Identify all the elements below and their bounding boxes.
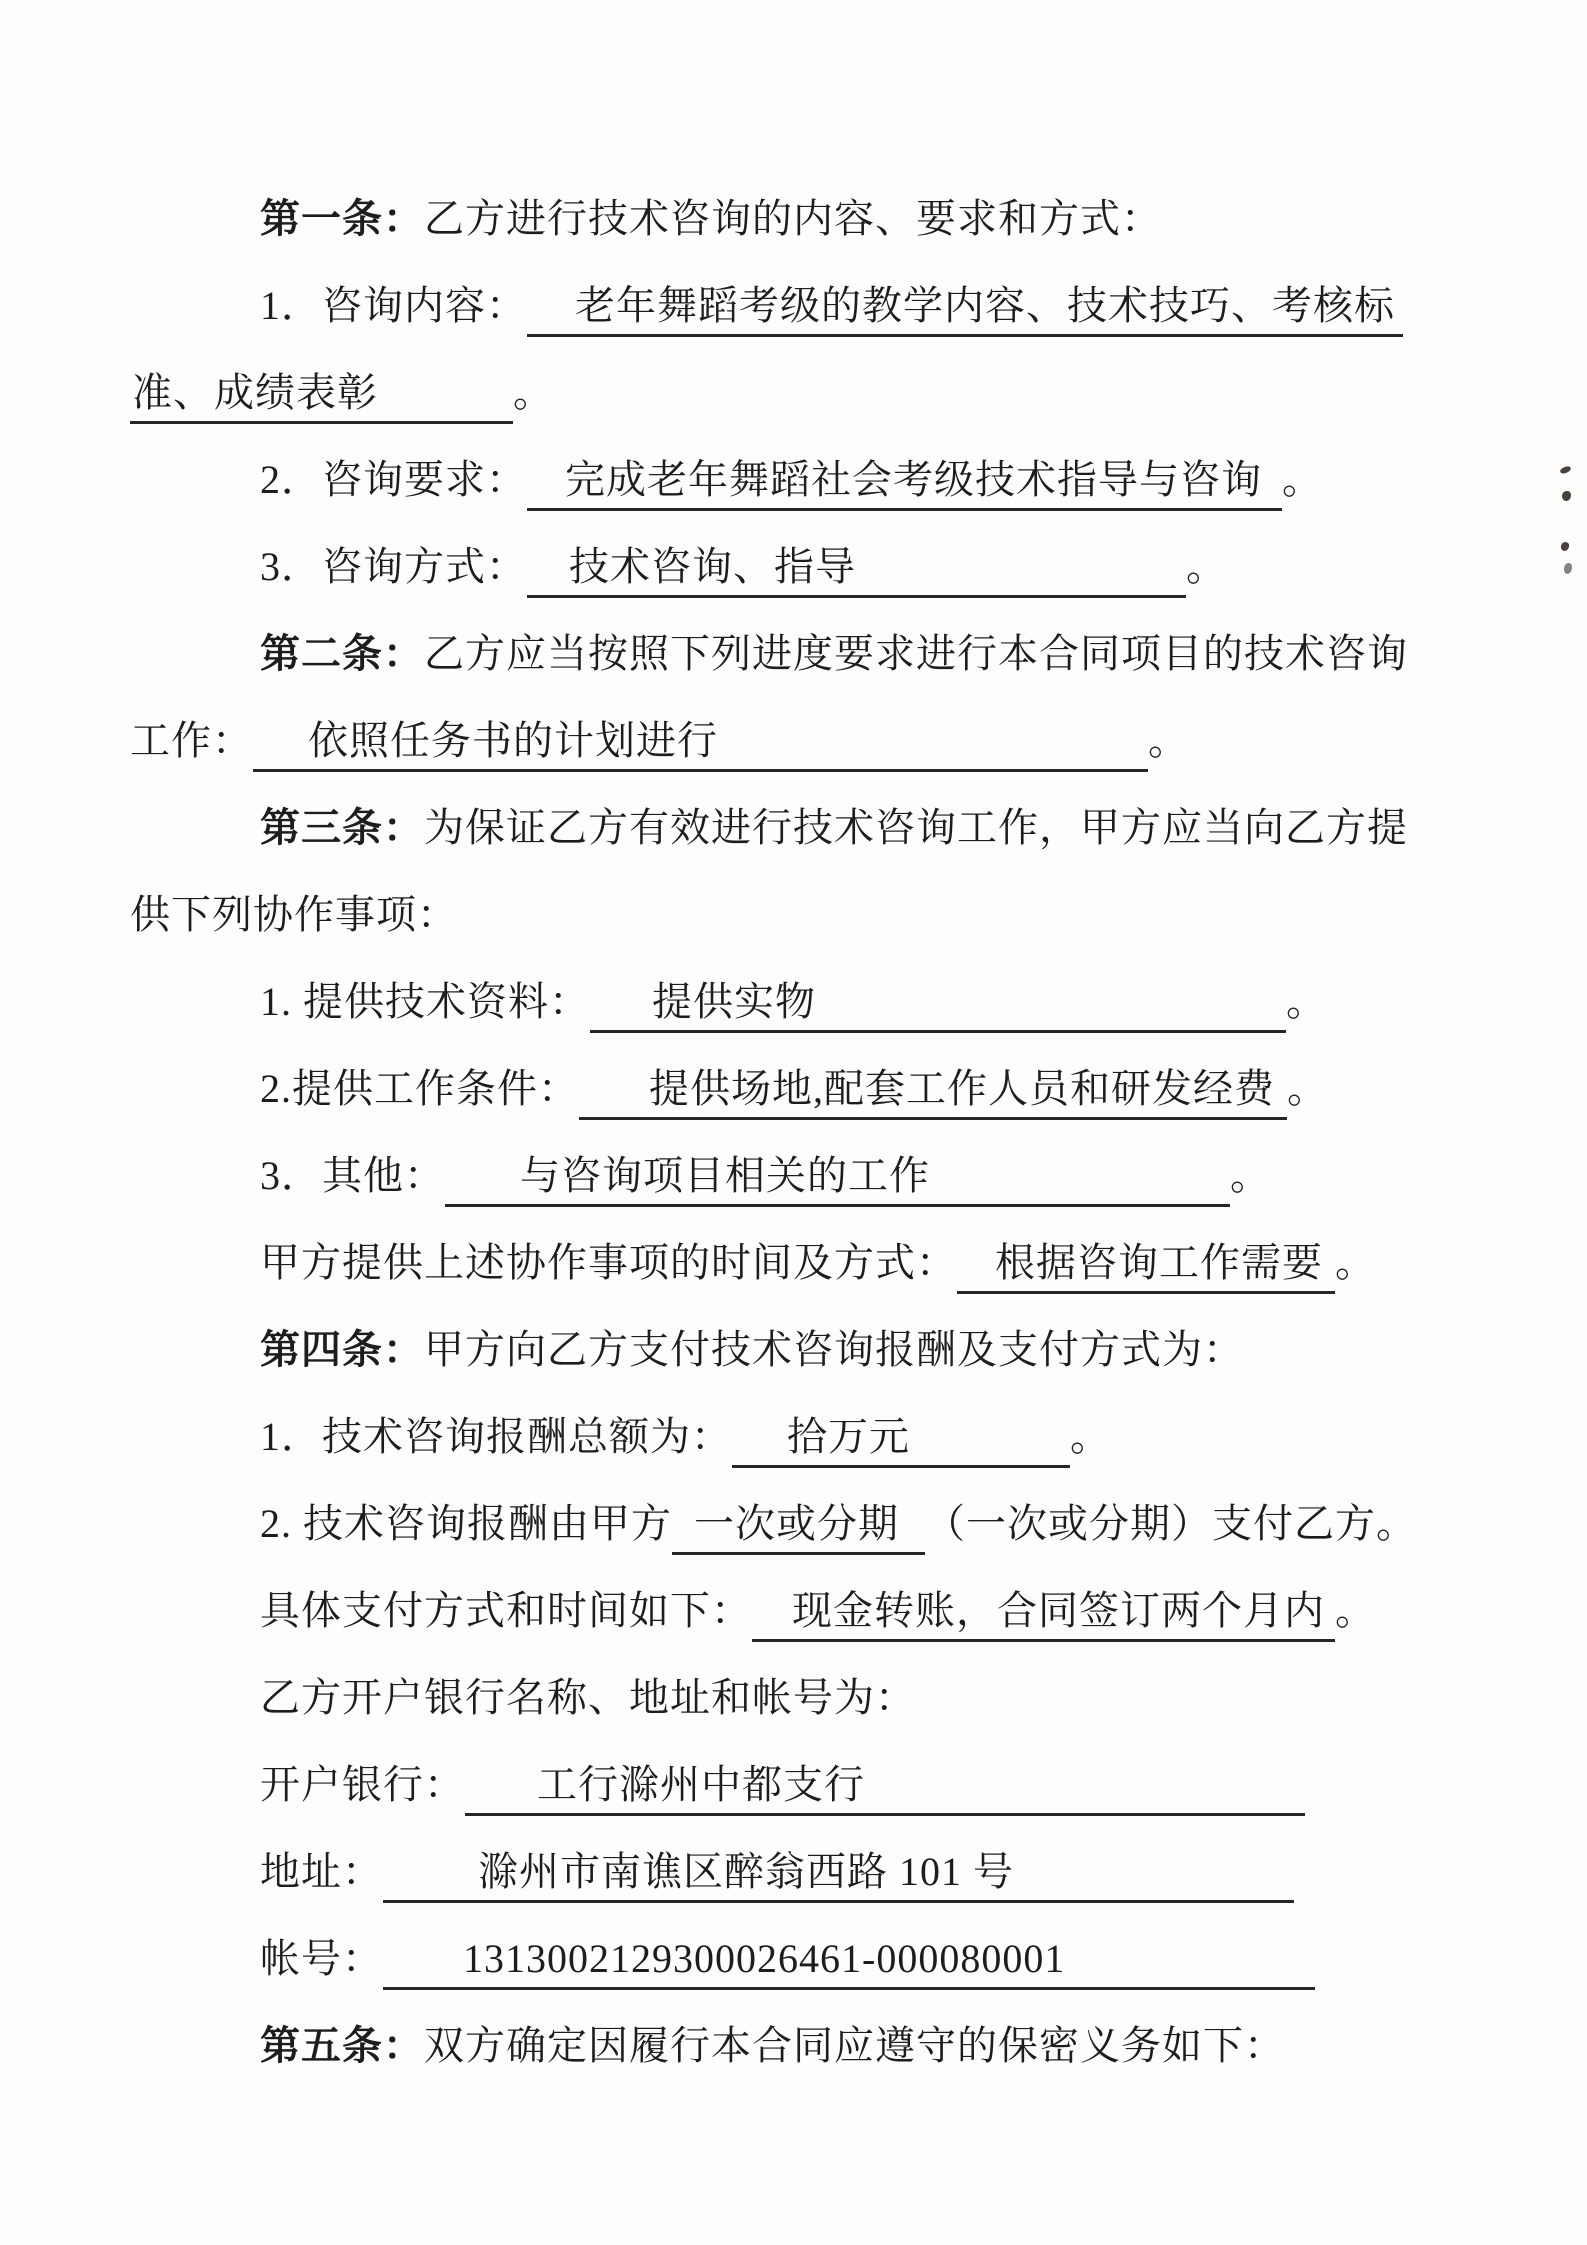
article-label: 第四条： (260, 1328, 424, 1372)
contract-line (130, 436, 1430, 523)
static-text: 。 (1282, 457, 1323, 502)
contract-line (130, 871, 1430, 958)
static-text: 。 (1287, 1066, 1328, 1111)
static-text: 帐号： (260, 1936, 383, 1981)
static-text: 乙方进行技术咨询的内容、要求和方式： (424, 196, 1162, 241)
static-text: 乙方开户银行名称、地址和帐号为： (260, 1675, 916, 1720)
filled-blank-value: 老年舞蹈考级的教学内容、技术技巧、考核标 (527, 283, 1403, 337)
contract-line (130, 784, 1430, 871)
static-text: 。 (1335, 1240, 1376, 1285)
static-text: 2．咨询要求： (260, 457, 527, 502)
filled-blank-value: 工行滁州中都支行 (465, 1762, 1305, 1816)
contract-line (130, 1915, 1430, 2002)
filled-blank-value: 一次或分期 (672, 1501, 925, 1555)
static-text: 为保证乙方有效进行技术咨询工作，甲方应当向乙方提 (424, 805, 1408, 850)
contract-line (130, 262, 1430, 349)
filled-blank-value: 滁州市南谯区醉翁西路 101 号 (383, 1849, 1294, 1903)
static-text: 1．技术咨询报酬总额为： (260, 1414, 732, 1459)
static-text: 工作： (130, 718, 253, 763)
static-text: 乙方应当按照下列进度要求进行本合同项目的技术咨询 (424, 631, 1408, 676)
static-text: 。 (1070, 1414, 1111, 1459)
contract-line (130, 1306, 1430, 1393)
static-text: 。 (1186, 544, 1227, 589)
static-text: 双方确定因履行本合同应遵守的保密义务如下： (424, 2023, 1285, 2068)
filled-blank-value: 拾万元 (732, 1414, 1070, 1468)
contract-line (130, 1480, 1430, 1567)
filled-blank-value: 依照任务书的计划进行 (253, 718, 1148, 772)
contract-line (130, 1045, 1430, 1132)
scan-speck (1559, 465, 1571, 474)
static-text: 。 (1335, 1588, 1376, 1633)
static-text: 。 (1286, 979, 1327, 1024)
static-text: 供下列协作事项： (130, 892, 458, 937)
contract-line (130, 523, 1430, 610)
filled-blank-value: 根据咨询工作需要 (957, 1240, 1335, 1294)
article-label: 第三条： (260, 806, 424, 850)
contract-line (130, 1393, 1430, 1480)
filled-blank-value: 提供实物 (590, 979, 1286, 1033)
contract-body (130, 175, 1430, 2089)
filled-blank-value: 现金转账，合同签订两个月内 (752, 1588, 1335, 1642)
article-label: 第二条： (260, 632, 424, 676)
scan-speck (1562, 491, 1571, 501)
static-text: 具体支付方式和时间如下： (260, 1588, 752, 1633)
contract-line (130, 1741, 1430, 1828)
article-label: 第一条： (260, 197, 424, 241)
contract-line (130, 697, 1430, 784)
static-text: 开户银行： (260, 1762, 465, 1807)
contract-line (130, 610, 1430, 697)
contract-line (130, 1567, 1430, 1654)
static-text: 地址： (260, 1849, 383, 1894)
static-text: 2. 技术咨询报酬由甲方 (260, 1501, 672, 1546)
contract-line (130, 1828, 1430, 1915)
contract-line (130, 349, 1430, 436)
static-text: 1. 提供技术资料： (260, 979, 590, 1024)
filled-blank-value: 与咨询项目相关的工作 (445, 1153, 1230, 1207)
static-text: 3．咨询方式： (260, 544, 527, 589)
filled-blank-value: 准、成绩表彰 (130, 370, 513, 424)
filled-blank-value: 提供场地,配套工作人员和研发经费 (579, 1066, 1287, 1120)
contract-line (130, 175, 1430, 262)
contract-line (130, 958, 1430, 1045)
contract-line (130, 2002, 1430, 2089)
static-text: 甲方向乙方支付技术咨询报酬及支付方式为： (424, 1327, 1244, 1372)
scan-speck (1560, 541, 1569, 551)
filled-blank-value: 1313002129300026461-000080001 (383, 1936, 1315, 1990)
static-text: 2.提供工作条件： (260, 1066, 579, 1111)
contract-line (130, 1132, 1430, 1219)
contract-line (130, 1654, 1430, 1741)
static-text: 3．其他： (260, 1153, 445, 1198)
scan-speck (1563, 563, 1572, 575)
filled-blank-value: 完成老年舞蹈社会考级技术指导与咨询 (527, 457, 1282, 511)
filled-blank-value: 技术咨询、指导 (527, 544, 1186, 598)
static-text: 。 (1148, 718, 1189, 763)
static-text: 。 (1230, 1153, 1271, 1198)
static-text: （一次或分期）支付乙方。 (925, 1501, 1417, 1546)
contract-line (130, 1219, 1430, 1306)
article-label: 第五条： (260, 2024, 424, 2068)
static-text: 1．咨询内容： (260, 283, 527, 328)
static-text: 甲方提供上述协作事项的时间及方式： (260, 1240, 957, 1285)
static-text: 。 (513, 370, 554, 415)
